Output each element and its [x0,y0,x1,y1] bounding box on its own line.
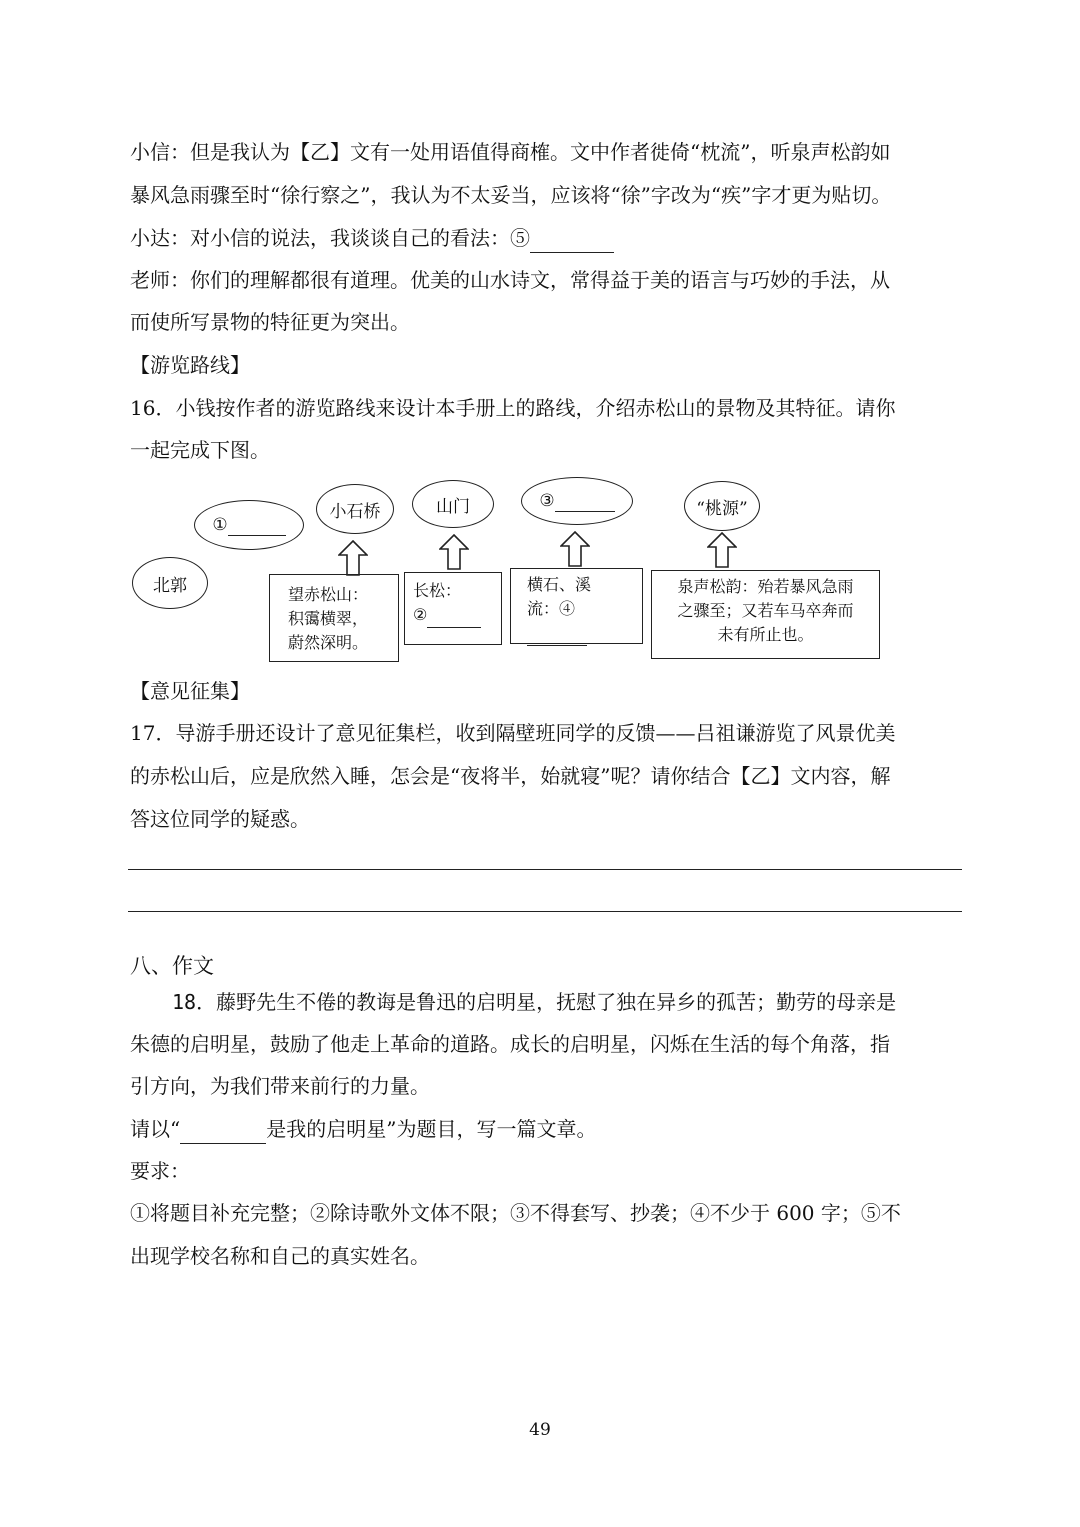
question-18-line-1: 18．藤野先生不倦的教诲是鲁迅的启明星，抚慰了独在异乡的孤苦；勤劳的母亲是 [172,990,897,1014]
answer-line-2[interactable] [128,911,962,912]
title-prompt-prefix: 请以“ [130,1117,181,1141]
node-xiaoshiqiao-label: 小石桥 [329,501,381,522]
blank-2[interactable] [427,603,481,628]
box2-line: 长松： [413,581,462,600]
node-blank-1 [194,500,304,550]
page-number: 49 [529,1420,551,1440]
question-17-line-3: 答这位同学的疑惑。 [130,807,310,831]
dialogue-xiaoxin-2: 暴风急雨骤至时“徐行察之”，我认为不太妥当，应该将“徐”字改为“疾”字才更为贴切。 [130,183,892,207]
node-blank-1-label: ① [212,515,228,535]
box-hengshi-xiliu [510,568,643,644]
answer-line-1[interactable] [128,869,962,870]
arrow-up-icon [338,540,368,576]
blank-1[interactable] [228,515,286,536]
node-shanmen-label: 山门 [436,496,470,517]
question-17-line-1: 17．导游手册还设计了意见征集栏，收到隔壁班同学的反馈——吕祖谦游览了风景优美 [130,721,896,745]
box3-blank-label: 流：④ [527,599,576,618]
box1-line: 望赤松山： [288,585,369,604]
box2-blank-label: ② [413,605,428,624]
section-opinion-heading: 【意见征集】 [130,679,250,703]
requirements-heading: 要求： [130,1159,190,1183]
node-beiguo-label: 北郭 [153,575,187,596]
dialogue-teacher-2: 而使所写景物的特征更为突出。 [130,310,410,334]
node-blank-3-label: ③ [539,491,555,511]
blank-title[interactable] [180,1115,266,1144]
composition-title-prompt [130,1115,960,1144]
title-prompt-suffix: 是我的启明星”为题目，写一篇文章。 [266,1117,597,1141]
requirements-line-1: ①将题目补充完整；②除诗歌外文体不限；③不得套写、抄袭；④不少于 600 字；⑤不 [130,1201,901,1225]
question-16-line-2: 一起完成下图。 [130,438,270,462]
question-18-line-3: 引方向，为我们带来前行的力量。 [130,1074,430,1098]
box-changsong [404,572,502,645]
arrow-up-icon [707,532,737,568]
node-xiaoshiqiao [316,484,394,534]
box1-line: 蔚然深明。 [288,633,369,652]
box1-line: 积霭横翠， [288,609,369,628]
section-composition-heading: 八、作文 [130,954,214,978]
question-17-line-2: 的赤松山后，应是欣然入睡，怎会是“夜将半，始就寝”呢？请你结合【乙】文内容，解 [130,764,891,788]
node-taoyuan-label: “桃源” [696,498,748,519]
node-beiguo [132,557,208,609]
box4-line: 未有所止也。 [717,625,814,644]
blank-4[interactable] [527,621,587,646]
arrow-up-icon [560,531,590,567]
box2-line [413,603,493,628]
dialogue-xiaoda [130,224,960,253]
section-route-heading: 【游览路线】 [130,353,250,377]
dialogue-teacher-1: 老师：你们的理解都很有道理。优美的山水诗文，常得益于美的语言与巧妙的手法，从 [130,268,890,292]
box3-line [527,597,634,646]
box-wang-chisongshan [269,574,399,662]
question-18-line-2: 朱德的启明星，鼓励了他走上革命的道路。成长的启明星，闪烁在生活的每个角落，指 [130,1032,890,1056]
box-quansheng-songyun [651,570,880,659]
node-blank-3 [521,477,633,525]
requirements-line-2: 出现学校名称和自己的真实姓名。 [130,1244,430,1268]
node-shanmen [412,480,494,528]
box3-line: 横石、溪 [527,575,592,594]
box4-line: 泉声松韵：殆若暴风急雨 [677,577,854,596]
arrow-up-icon [439,534,469,570]
route-diagram [128,474,888,669]
dialogue-xiaoda-text: 小达：对小信的说法，我谈谈自己的看法：⑤ [130,226,530,250]
blank-5[interactable] [530,224,614,253]
node-taoyuan [684,481,760,531]
blank-3[interactable] [555,491,615,512]
box4-line: 之骤至；又若车马卒奔而 [677,601,854,620]
question-16-line-1: 16．小钱按作者的游览路线来设计本手册上的路线，介绍赤松山的景物及其特征。请你 [130,396,896,420]
dialogue-xiaoxin-1: 小信：但是我认为【乙】文有一处用语值得商榷。文中作者徙倚“枕流”，听泉声松韵如 [130,140,891,164]
